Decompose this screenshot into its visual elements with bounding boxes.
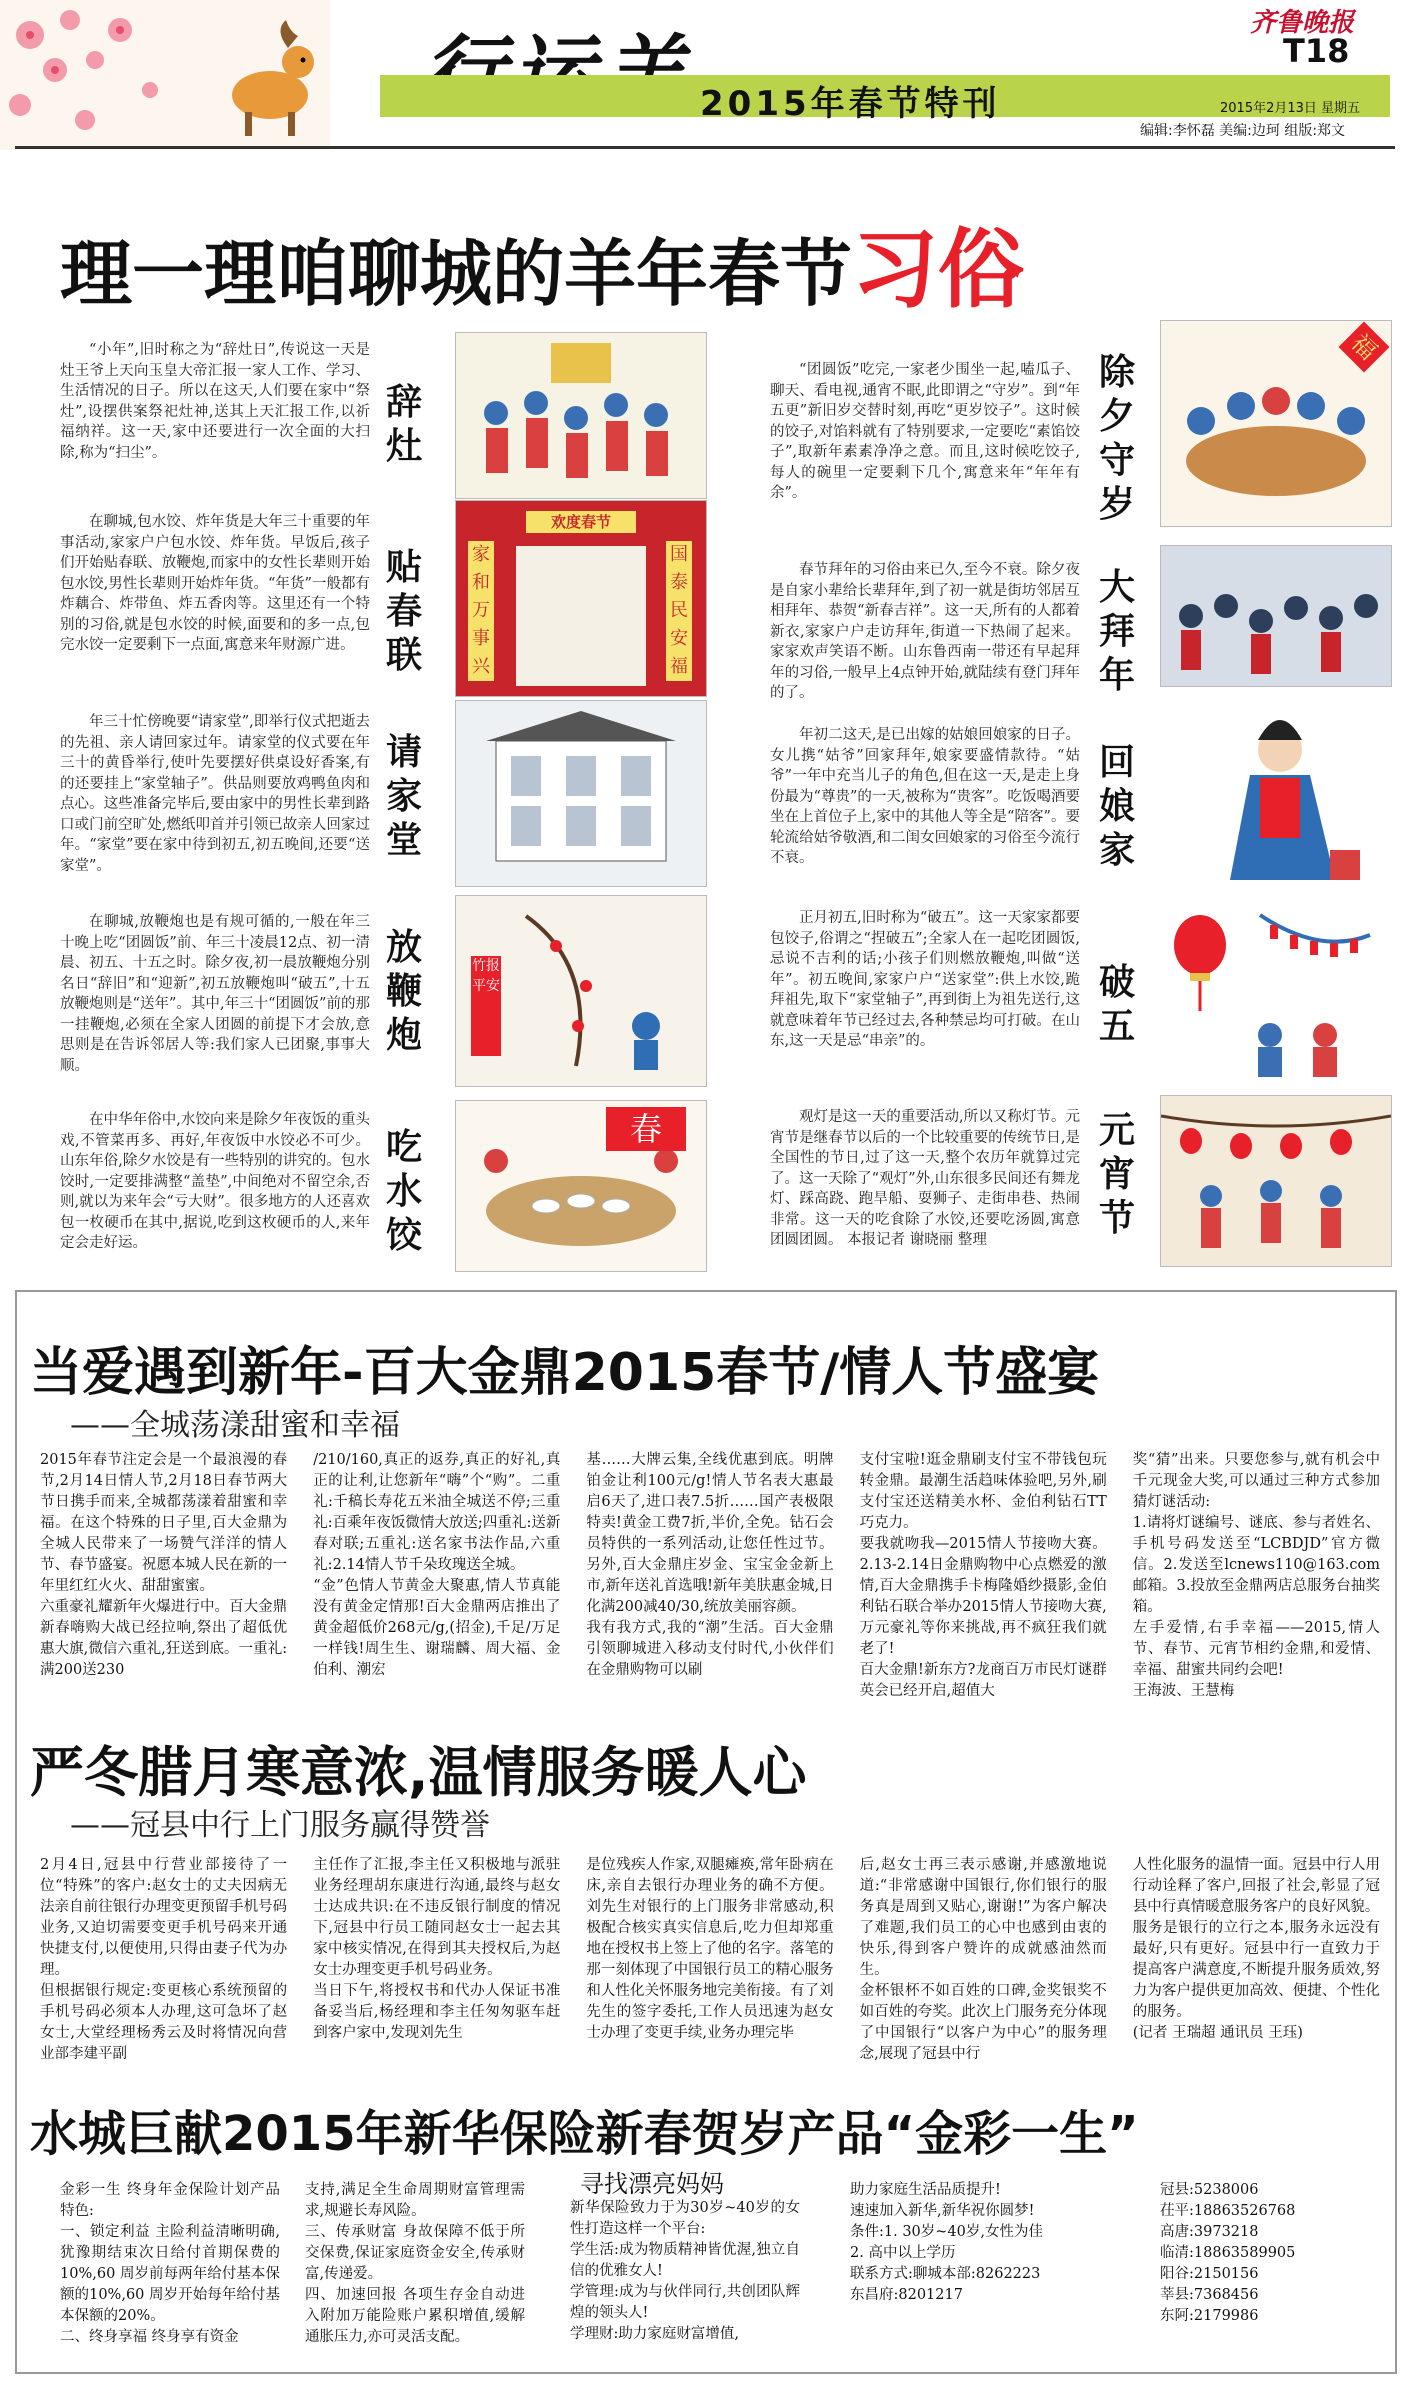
crowd-illustration — [456, 333, 706, 498]
header — [0, 0, 1409, 150]
main-title-black: 理一理咱聊城的羊年春节 — [60, 232, 853, 316]
couplet-left: 家和万事兴 — [468, 541, 494, 681]
ad3-body — [60, 2170, 1380, 2360]
branch-contacts — [1160, 2180, 1360, 2327]
custom-text-5: 在中华年俗中,水饺向来是除夕年夜饭的重头戏,不管菜再多、再好,年夜饭中水饺必不可少。山东年俗,除夕水饺是有一些特别的讲究的。包水饺时,一定要排满整“盖垫”,中间绝对不留空余,否则,就以为来年会“亏大财”。很多地方的人还喜欢包一枚硬币在其中,据说,吃到这枚硬币的人,来年定会走好运。 — [60, 1112, 370, 1251]
contact-city: 冠县 — [1160, 2182, 1189, 2198]
illus-shousui — [1160, 320, 1392, 527]
ad1-col-1: 2015年春节注定会是一个最浪漫的春节,2月14日情人节,2月18日春节两大节日携手而来,全城都荡漾着甜蜜和幸福。在这个特殊的日子里,百大金鼎为全城人民带来了一场赞气洋洋的情人节、春节盛宴。祝愿本城人民在新的一年里红红火火、甜甜蜜蜜。 六重豪礼耀新年火爆进行中。百大金鼎新春嗨购大战已经拉响,祭出了超低优惠大旗,微信六重礼,狂送到底。一重礼:满200送230 — [40, 1452, 288, 1678]
contact-row: 阳谷:2150156 — [1160, 2266, 1259, 2282]
contact-phone: 18863589905 — [1193, 2245, 1296, 2261]
illus-yuanxiao — [1160, 1095, 1392, 1267]
custom-title-10: 元宵节 — [1098, 1109, 1135, 1239]
custom-title-6: 除夕守岁 — [1098, 351, 1135, 525]
ad2-col-1: 2月4日,冠县中行营业部接待了一位“特殊”的客户:赵女士的丈夫因病无法亲自前往银行办理变更预留手机号码业务,又迫切需要变更手机号码来开通快捷支付,以便使用,只得由妻子代为办理。 但根据银行规定:变更核心系统预留的手机号码必须本人办理,这可急坏了赵女士,大堂经理杨秀云及时将情况向营业部李建平副 — [40, 1857, 288, 2062]
contact-row: 冠县:5238006 — [1160, 2182, 1259, 2198]
ancestral-hall-illustration — [456, 701, 706, 886]
contact-row: 高唐:3973218 — [1160, 2224, 1259, 2240]
ad1-subtitle: ——全城荡漾甜蜜和幸福 — [70, 1408, 400, 1443]
custom-title-7: 大拜年 — [1098, 566, 1135, 696]
contact-phone: 2179986 — [1193, 2308, 1259, 2324]
illus-cizao — [455, 332, 707, 499]
date-line: 2015年2月13日 星期五 — [1220, 101, 1361, 116]
contact-row: 莘县:7368456 — [1160, 2287, 1259, 2303]
custom-text-8: 年初二这天,是已出嫁的姑娘回娘家的日子。女儿携“姑爷”回家拜年,娘家要盛情款待。“姑爷”一年中充当儿子的角色,但在这一天,是走上身份最为“尊贵”的一天,被称为“贵客”。吃饭喝酒要坐在上首位子上,家中的其他人等全是“陪客”。要轮流给姑爷敬酒,和二闺女回娘家的习俗至今流行不衰。 — [770, 727, 1080, 866]
lantern-illustration — [1160, 895, 1390, 1085]
ad3-col-4: 助力家庭生活品质提升! 速速加入新华,新华祝你圆梦! 条件:1. 30岁~40岁,女性为佳 2. 高中以上学历 联系方式:聊城本部:8262223 东昌府:8201217 — [850, 2182, 1043, 2303]
main-title — [60, 200, 1024, 324]
ad1-body — [40, 1450, 1380, 1702]
new-year-greeting-illustration — [1161, 546, 1391, 686]
illus-dumplings — [455, 1100, 707, 1272]
custom-text-9: 正月初五,旧时称为“破五”。这一天家家都要包饺子,俗谓之“捏破五”;全家人在一起吃团圆饭,忌说不吉利的话;小孩子们则燃放鞭炮,叫做“送年”。初五晚间,家家户户“送家堂”:供上水饺,跪拜祖先,取下“家堂轴子”,再到街上为祖先送行,这就意味着年节已经过去,各种禁忌均可打破。在山东,这一天是忌“串亲”的。 — [770, 910, 1080, 1049]
lantern-festival-illustration — [1161, 1096, 1391, 1266]
custom-title-3: 请家堂 — [385, 731, 422, 861]
ad1-col-3: 基……大牌云集,全线优惠到底。明牌铂金让利100元/g!情人节名表大惠最启6天了,进口表7.5折……国产表极限特卖!黄金工费7折,半价,全免。钻石会员特供的一系列活动,让您任性过节。另外,百大金鼎庄岁金、宝宝金金新上市,新年送礼首选哦!新年美肤惠金城,日化满200减40/30,统放美丽容颜。 我有我方式,我的“潮”生活。百大金鼎引领聊城进入移动支付时代,小伙伴们在金鼎购物可以刷 — [586, 1452, 834, 1678]
ad2-col-3: 是位残疾人作家,双腿瘫痪,常年卧病在床,亲自去银行办理业务的确不方便。刘先生对银行的上门服务非常感动,积极配合核实真实信息后,吃力但却郑重地在授权书上签上了他的名字。落笔的那一刻体现了中国银行员工的精心服务和人性化关怀服务地完美衔接。有了刘先生的签字委托,工作人员迅速为赵女士办理了变更手续,业务办理完毕 — [586, 1857, 834, 2041]
custom-text-4: 在聊城,放鞭炮也是有规可循的,一般在年三十晚上吃“团圆饭”前、年三十凌晨12点、初一清晨、初五、十五之时。除夕夜,初一晨放鞭炮分别名日“辞旧”和“迎新”,初五放鞭炮叫“破五”,十五放鞭炮则是“送年”。其中,年三十“团圆饭”前的那一挂鞭炮,必须在全家人团圆的前提下才会放,意思则是在告诉邻居人等:我们家人已团聚,事事大顺。 — [60, 914, 370, 1074]
contact-city: 莘县 — [1160, 2287, 1189, 2303]
contact-city: 东阿 — [1160, 2308, 1189, 2324]
illus-chunlian — [455, 500, 707, 697]
custom-text-6: “团圆饭”吃完,一家老少围坐一起,嗑瓜子、聊天、看电视,通宵不眠,此即谓之“守岁”。到“年五更”新旧岁交替时刻,再吃“更岁饺子”。这时候的饺子,对馅料就有了特别要求,一定要吃“素馅饺子”,取新年素素净净之意。而且,这时候吃饺子,每人的碗里一定要剩下几个,寓意来年“年年有余”。 — [770, 362, 1080, 501]
custom-title-5: 吃水饺 — [385, 1126, 422, 1256]
contact-row: 临清:18863589905 — [1160, 2245, 1296, 2261]
contact-row: 茌平:18863526768 — [1160, 2203, 1296, 2219]
woman-illustration — [1160, 700, 1390, 900]
illus-jiatang — [455, 700, 707, 887]
custom-title-8: 回娘家 — [1098, 741, 1135, 871]
contact-phone: 18863526768 — [1193, 2203, 1296, 2219]
custom-text-1: “小年”,旧时称之为“辞灶日”,传说这一天是灶王爷上天向玉皇大帝汇报一家人工作、学习、生活情况的日子。所以在这天,人们要在家中“祭灶”,设摆供案祭祀灶神,送其上天汇报工作,以祈福纳祥。这一天,家中还要进行一次全面的大扫除,称为“扫尘”。 — [60, 342, 370, 461]
custom-title-2: 贴春联 — [385, 546, 422, 676]
couplet-right: 国泰民安福 — [666, 541, 692, 681]
custom-text-10: 观灯是这一天的重要活动,所以又称灯节。元宵节是继春节以后的一个比较重要的传统节日,是全国性的节日,过了这一天,整个农历年就算过完了。这一天除了“观灯”外,山东很多民间还有舞龙灯、踩高跷、跑旱船、耍狮子、走街串巷、热闹非常。这一天的吃食除了水饺,还要吃汤圆,寓意团圆团圆。 本报记者 谢晓丽 整理 — [770, 1109, 1080, 1248]
plum-branch-illustration — [516, 906, 696, 1076]
custom-text-3: 年三十忙傍晚要“请家堂”,即举行仪式把逝去的先祖、亲人请回家过年。请家堂的仪式要在年三十的黄昏举行,使叶先要摆好供桌设好香案,有的还要挂上“家堂轴子”。供品则要放鸡鸭鱼肉和点心。这些准备完毕后,要由家中的男性长辈到路口或门前空旷处,燃纸叩首并引领已故亲人回家过年。“家堂”要在家中待到初五,初五晚间,还要“送家堂”。 — [60, 714, 370, 874]
contact-phone: 5238006 — [1193, 2182, 1259, 2198]
ad3-title: 水城巨献2015年新华保险新春贺岁产品“金彩一生” — [30, 2106, 1139, 2162]
custom-text-2: 在聊城,包水饺、炸年货是大年三十重要的年事活动,家家户户包水饺、炸年货。早饭后,孩子们开始贴春联、放鞭炮,而家中的女性长辈则开始包水饺,男性长辈则开始炸年货。“年货”一般都有炸藕合、炸带鱼、炸五香肉等。这里还有一个特别的习俗,就是包水饺的时候,面要和的多一点,包完水饺一定要剩下一点面,寓意来年财源广进。 — [60, 514, 370, 653]
custom-title-4: 放鞭炮 — [385, 926, 422, 1056]
page-number: T18 — [1283, 32, 1350, 70]
plum-blossom-decoration — [0, 0, 330, 150]
ad1-title: 当爱遇到新年-百大金鼎2015春节/情人节盛宴 — [30, 1343, 1100, 1403]
custom-title-9: 破五 — [1098, 961, 1135, 1047]
ad2-title: 严冬腊月寒意浓,温情服务暖人心 — [30, 1741, 807, 1804]
ad2-body — [40, 1855, 1380, 2065]
ad2-col-2: 主任作了汇报,李主任又积极地与派驻业务经理胡东康进行沟通,最终与赵女士达成共识:在不违反银行制度的情况下,冠县中行员工随同赵女士一起去其家中核实情况,在得到其夫授权后,为赵女士办理变更手机号码业务。 当日下午,将授权书和代办人保证书准备妥当后,杨经理和李主任匆匆驱车赶到客户家中,发现刘先生 — [313, 1857, 561, 2041]
contact-phone: 2150156 — [1193, 2266, 1259, 2282]
firecracker-label: 竹报平安 — [471, 956, 501, 1056]
main-title-red: 习俗 — [852, 220, 1025, 320]
contact-city: 茌平 — [1160, 2203, 1189, 2219]
ad2-col-4: 后,赵女士再三表示感谢,并感激地说道:“非常感谢中国银行,你们银行的服务真是周到又贴心,谢谢!”为客户解决了难题,我们员工的心中也感到由衷的快乐,得到客户赞许的成就感油然而生。 金杯银杯不如百姓的口碑,金奖银奖不如百姓的夸奖。此次上门服务充分体现了中国银行“以客户为中心”的服务理念,展现了冠县中行 — [859, 1857, 1107, 2062]
illus-bainian — [1160, 545, 1392, 687]
contact-city: 临清 — [1160, 2245, 1189, 2261]
header-rule — [15, 146, 1395, 149]
paper-name: 齐鲁晚报 — [1250, 8, 1355, 38]
contact-city: 高唐 — [1160, 2224, 1189, 2240]
editor-line: 编辑:李怀磊 美编:边珂 组版:郑文 — [1140, 123, 1346, 139]
contact-phone: 7368456 — [1193, 2287, 1259, 2303]
illus-powu — [1160, 895, 1390, 1085]
ad3-col-1: 金彩一生 终身年金保险计划产品特色: 一、锁定利益 主险利益清晰明确,犹豫期结束次日给付首期保费的10%,60 周岁前每两年给付基本保额的10%,60 周岁开始每年给付基本保额的20%。 二、终身享福 终身享有资金 — [60, 2182, 280, 2345]
ad1-col-2: /210/160,真正的返券,真正的好礼,真正的让利,让您新年“嗨”个“购”。二重礼:千稿长寿花五米油全城送不停;三重礼:百乘年夜饭微情大放送;四重礼:送新春对联;五重礼:送名家书法作品,六重礼:2.14情人节千朵玫瑰送全城。 “金”色情人节黄金大聚惠,情人节真能没有黄金定情那!百大金鼎两店推出了黄金超低价268元/g,(招金),千足/万足一样钱!周生生、谢瑞麟、周大福、金伯利、潮宏 — [313, 1452, 561, 1678]
contact-phone: 3973218 — [1193, 2224, 1259, 2240]
ad3-col-3: 新华保险致力于为30岁~40岁的女性打造这样一个平台: 学生活:成为物质精神皆优渥,独立自信的优雅女人! 学管理:成为与伙伴同行,共创团队辉煌的领头人! 学理财:助力家庭财富增值, — [570, 2200, 800, 2342]
contact-city: 阳谷 — [1160, 2266, 1189, 2282]
custom-text-7: 春节拜年的习俗由来已久,至今不衰。除夕夜是自家小辈给长辈拜年,到了初一就是街坊邻居互相拜年、恭贺“新春吉祥”。这一天,所有的人都着新衣,家家户户走访拜年,街道一下热闹了起来。家家欢声笑语不断。山东鲁西南一带还有早起拜年的习俗,一般早上4点钟开始,就陆续有登门拜年的了。 — [770, 562, 1080, 701]
custom-title-1: 辞灶 — [385, 381, 422, 467]
recruit-title: 寻找漂亮妈妈 — [580, 2170, 724, 2198]
ad2-subtitle: ——冠县中行上门服务赢得赞誉 — [70, 1808, 490, 1843]
ad1-col-4: 支付宝啦!逛金鼎刷支付宝不带钱包玩转金鼎。最潮生活趋味体验吧,另外,刷支付宝还送精美水杯、金伯利钻石TT巧克力。 要我就吻我—2015情人节接吻大赛。2.13-2.14日金鼎购物中心点燃爱的激情,百大金鼎携手卡梅隆婚纱摄影,金伯利钻石联合举办2015情人节接吻大赛,万元豪礼等你来挑战,再不疯狂我们就老了! 百大金鼎!新东方?龙商百万市民灯谜群英会已经开启,超值大 — [859, 1452, 1107, 1699]
doorway — [516, 546, 646, 686]
illus-niangjia — [1160, 700, 1390, 900]
ad1-col-5: 奖“猜”出来。只要您参与,就有机会中千元现金大奖,可以通过三种方式参加猜灯谜活动: 1.请将灯谜编号、谜底、参与者姓名、手机号码发送至“LCBDJD”官方微信。2.发送至lcnews110@163.com邮箱。3.投放至金鼎两店总服务台抽奖箱。 左手爱情,右手幸福——2015,情人节、春节、元宵节相约金鼎,和爱情、幸福、甜蜜共同约会吧! 王海波、王慧梅 — [1132, 1452, 1380, 1699]
couplet-top: 欢度春节 — [526, 511, 636, 533]
illus-firecracker — [455, 895, 707, 1087]
ad2-col-5: 人性化服务的温情一面。冠县中行人用行动诠释了客户,回报了社会,彰显了冠县中行真情暖意服务客户的良好风貌。 服务是银行的立行之本,服务永远没有最好,只有更好。冠县中行一直致力于提高客户满意度,不断提升服务质效,努力为客户提供更加高效、便捷、个性化的服务。 (记者 王瑞超 通讯员 王珏) — [1132, 1857, 1380, 2041]
spring-character: 春 — [606, 1107, 686, 1151]
banner-title: 2015年春节特刊 — [700, 84, 1001, 124]
ad3-col-2: 支持,满足全生命周期财富管理需求,规避长寿风险。 三、传承财富 身故保障不低于所交保费,保证家庭资金安全,传承财富,传递爱。 四、加速回报 各项生存金自动进入附加万能险账户累积增值,缓解通胀压力,亦可灵活支配。 — [305, 2182, 525, 2345]
contact-row: 东阿:2179986 — [1160, 2308, 1259, 2324]
fu-character: 福 — [1339, 322, 1390, 373]
